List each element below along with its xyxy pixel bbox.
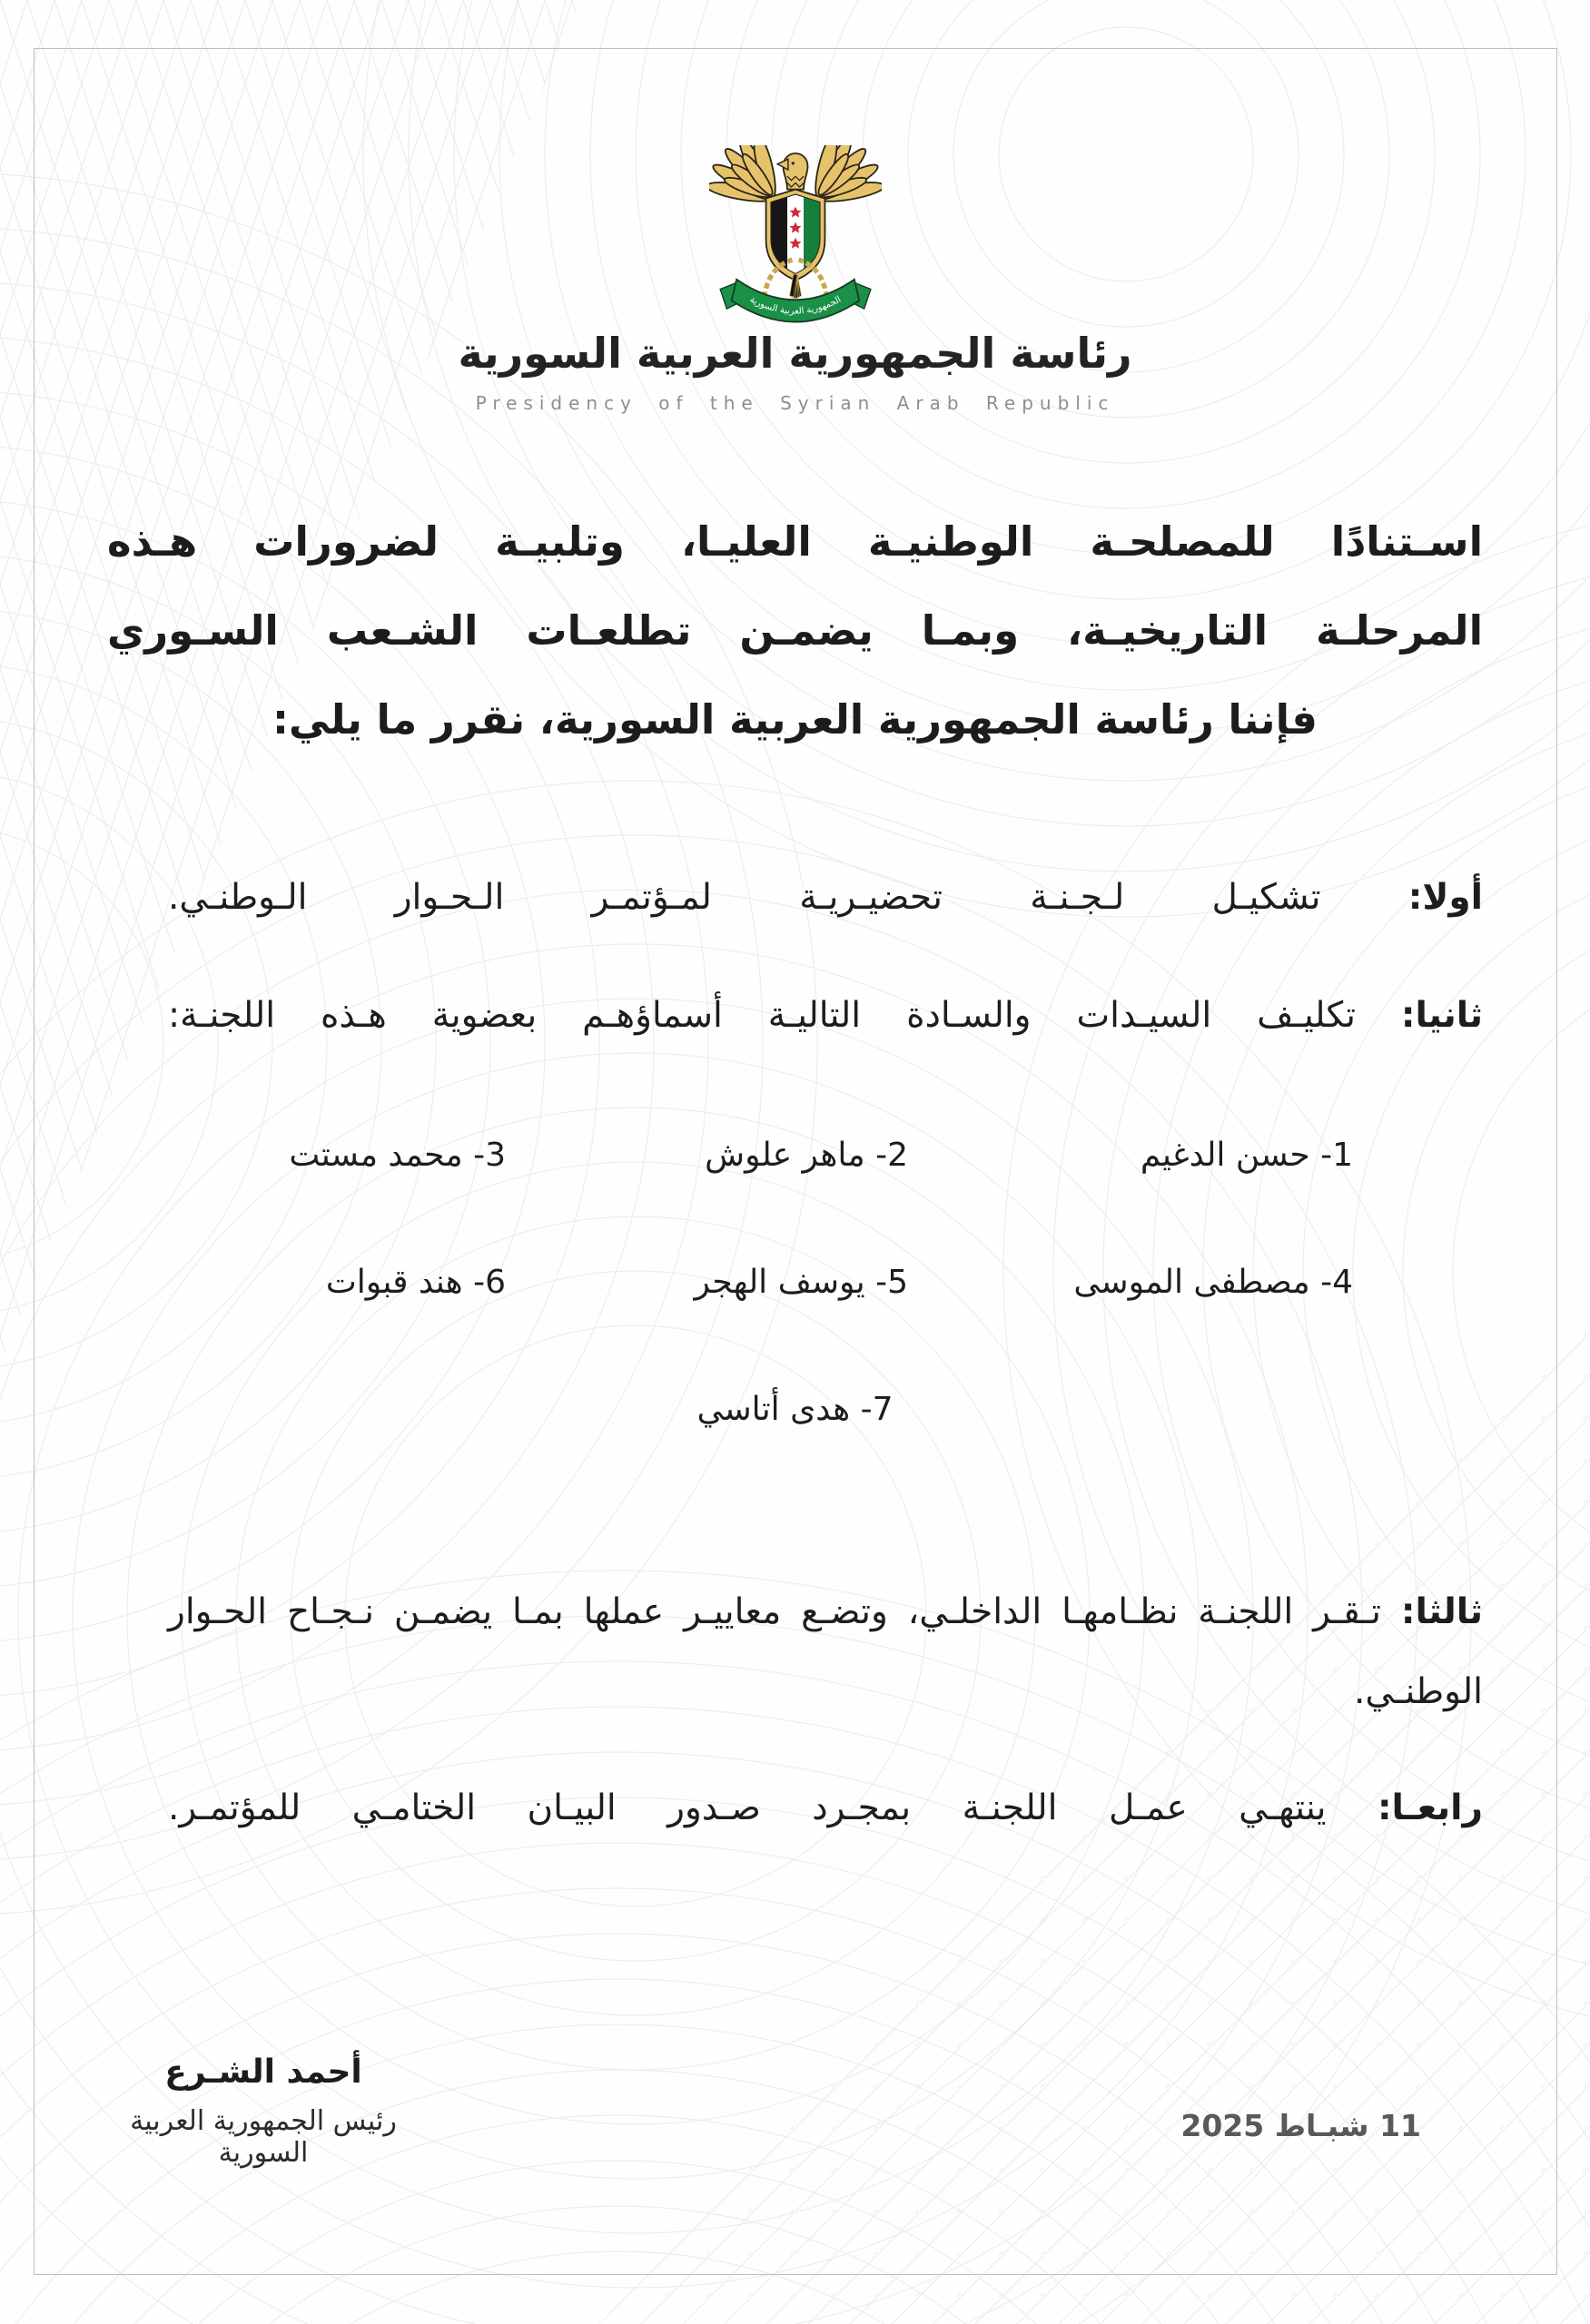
committee-row-2	[0, 1264, 1590, 1318]
committee-member-7: 7- هدى أتاسي	[696, 1391, 894, 1428]
section-label: ثالثا:	[1400, 1591, 1483, 1632]
decree-section-third	[168, 1572, 1483, 1732]
decree-section-first	[168, 858, 1483, 938]
committee-member-5: 5- يوسف الهجر	[694, 1264, 908, 1301]
signature-title: رئيس الجمهورية العربية السورية	[130, 2105, 397, 2169]
section-text: تكليـف السيـدات والسـادة التاليـة أسماؤهـم بعضوية هـذه اللجنـة:	[168, 995, 1356, 1036]
presidency-emblem	[709, 145, 882, 327]
decree-intro	[107, 497, 1483, 764]
eagle-head	[777, 153, 807, 190]
flag-shield	[765, 190, 825, 281]
signature-block	[127, 2053, 400, 2169]
committee-member-3: 3- محمد مستت	[289, 1137, 506, 1174]
presidency-title-english: Presidency of the Syrian Arab Republic	[475, 392, 1115, 414]
committee-member-6: 6- هند قبوات	[325, 1264, 506, 1301]
signature-name: أحمد الشـرع	[164, 2053, 362, 2091]
intro-line-2: المرحلـة التاريخيـة، وبمـا يضمـن تطلعـات الشـعب السـوري	[107, 606, 1483, 655]
decree-section-second	[168, 976, 1483, 1056]
section-text: تـقـر اللجنـة نظـامهـا الداخلـي، وتضـع معاييـر عملها بمـا يضمـن نـجـاح الحـوار الوطنـي.	[168, 1591, 1483, 1712]
committee-row-1	[0, 1137, 1590, 1191]
section-label: أولا:	[1407, 877, 1483, 918]
intro-line-3: فإننا رئاسة الجمهورية العربية السورية، نقرر ما يلي:	[272, 695, 1318, 743]
eagle-eye	[791, 162, 794, 164]
banner-text: الجمهورية العربية السورية	[747, 294, 843, 317]
section-label: ثانيا:	[1400, 995, 1483, 1036]
committee-member-2: 2- ماهر علوش	[705, 1137, 908, 1174]
presidency-title-arabic: رئاسة الجمهورية العربية السورية	[458, 329, 1132, 378]
committee-member-1: 1- حسن الدغيم	[1140, 1137, 1353, 1174]
decree-date: 11 شبـاط 2025	[1180, 2108, 1421, 2143]
section-text: ينتهـي عمـل اللجنـة بمجـرد صـدور البيـان الختامـي للمؤتمـر.	[168, 1787, 1327, 1828]
intro-line-1: اسـتنادًا للمصلحـة الوطنيـة العليـا، وتلبيـة لضرورات هـذه	[107, 517, 1483, 566]
section-text: تشكيـل لـجـنـة تحضيـريـة لمـؤتمـر الـحـوار الـوطنـي.	[168, 877, 1321, 918]
section-label: رابعـا:	[1377, 1787, 1483, 1828]
committee-member-4: 4- مصطفى الموسى	[1073, 1264, 1353, 1301]
decree-section-fourth	[168, 1768, 1483, 1848]
